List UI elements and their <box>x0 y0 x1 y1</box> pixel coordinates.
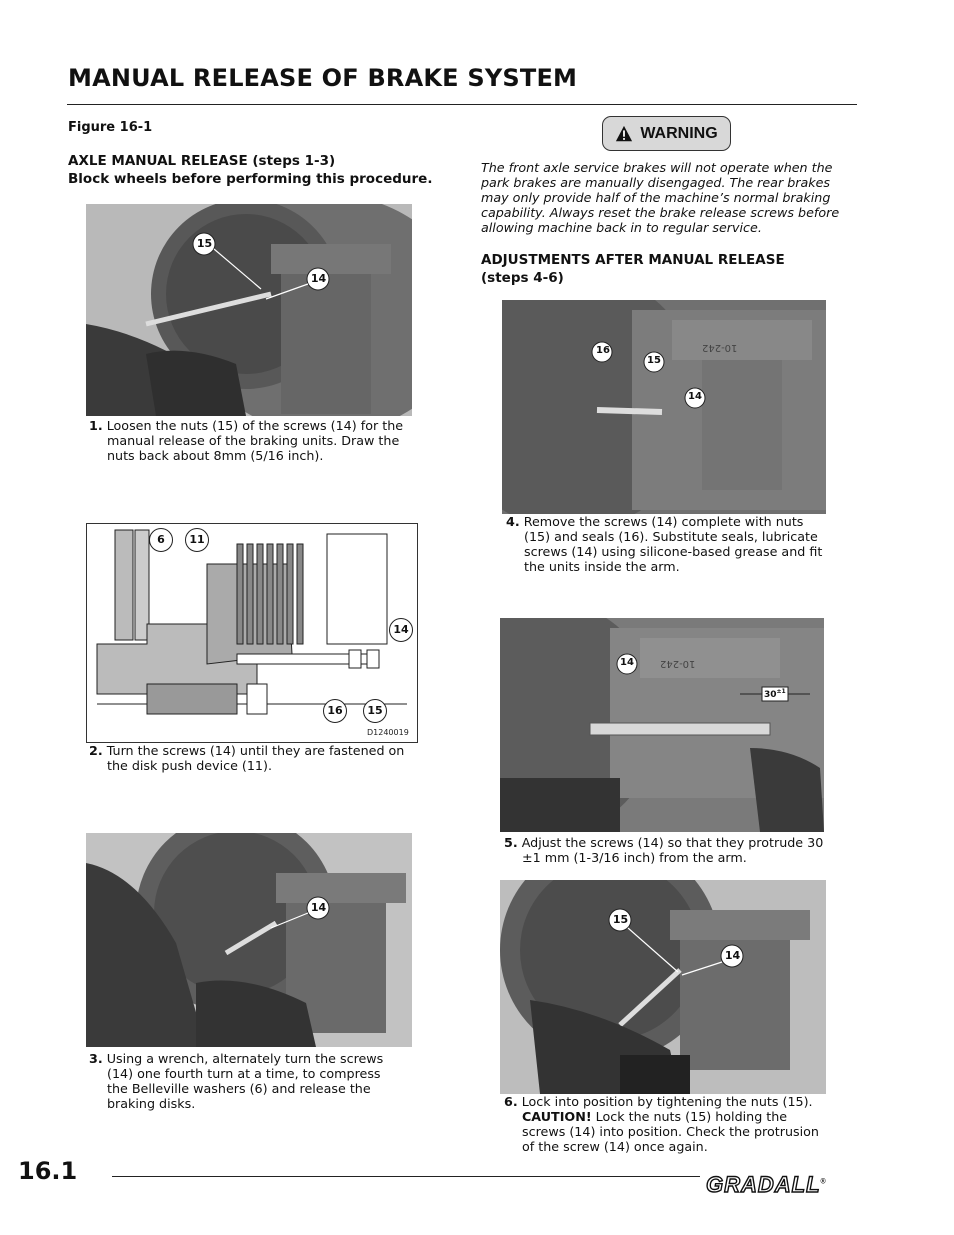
step2-diagram <box>86 523 418 743</box>
warning-badge <box>602 116 731 151</box>
callout-11: 11 <box>185 528 209 552</box>
callout-6: 6 <box>149 528 173 552</box>
step2-number: 2. <box>89 743 103 758</box>
dimension-label <box>764 688 786 700</box>
callout-15: 15 <box>647 355 661 366</box>
warning-triangle-icon <box>615 125 633 143</box>
step6-text-before: Lock into position by tightening the nuts (15). <box>521 1094 813 1109</box>
dimension-value: 30 <box>764 690 777 700</box>
left-heading-line1: AXLE MANUAL RELEASE (steps 1-3) <box>68 153 336 169</box>
figure-label: Figure 16-1 <box>68 120 153 135</box>
dimension-tolerance: ±1 <box>776 688 786 695</box>
step4-text: Remove the screws (14) complete with nuts (15) and seals (16). Substitute seals, lubricate screws (14) using silicone-based grease and fit the units inside the arm. <box>523 514 823 574</box>
callout-14: 14 <box>688 391 702 402</box>
gradall-logo <box>706 1172 827 1198</box>
callout-14: 14 <box>620 657 634 668</box>
brand-mark: ® <box>820 1178 827 1186</box>
diagram-code: D1240019 <box>367 728 409 737</box>
step4-photo <box>502 300 826 514</box>
page-number: 16.1 <box>18 1157 78 1185</box>
left-section-heading <box>68 152 432 188</box>
step1-caption <box>89 418 409 463</box>
callout-15: 15 <box>612 913 629 926</box>
right-heading-line2: (steps 4-6) <box>481 270 564 286</box>
step5-caption <box>504 835 824 865</box>
callout-14: 14 <box>310 901 327 914</box>
callout-14: 14 <box>724 949 741 962</box>
casting-stamp: 10-242 <box>660 658 696 669</box>
footer-divider <box>112 1176 700 1177</box>
warning-text: The front axle service brakes will not operate when the park brakes are manually disengaged. The rear brakes may only provide half of the machine’s normal braking capability. Always reset the brake release screws before allowing machine back in to regular service. <box>481 160 840 235</box>
step3-text: Using a wrench, alternately turn the screws (14) one fourth turn at a time, to compress the Belleville washers (6) and release the braking disks. <box>106 1051 384 1111</box>
step5-text: Adjust the screws (14) so that they protrude 30 ±1 mm (1-3/16 inch) from the arm. <box>521 835 824 865</box>
warning-label: WARNING <box>640 124 718 142</box>
step3-photo <box>86 833 412 1047</box>
left-heading-line2: Block wheels before performing this procedure. <box>68 171 433 187</box>
casting-stamp: 10-242 <box>702 342 738 353</box>
step5-photo <box>500 618 824 832</box>
right-heading-line1: ADJUSTMENTS AFTER MANUAL RELEASE <box>481 252 785 268</box>
page-title: MANUAL RELEASE OF BRAKE SYSTEM <box>68 64 578 92</box>
step5-number: 5. <box>504 835 518 850</box>
step6-caution: CAUTION! <box>522 1109 592 1124</box>
step3-caption <box>89 1051 389 1111</box>
step6-caption <box>504 1094 826 1154</box>
step1-photo <box>86 204 412 416</box>
callout-14: 14 <box>389 618 413 642</box>
step3-number: 3. <box>89 1051 103 1066</box>
right-section-heading <box>481 251 785 287</box>
step1-number: 1. <box>89 418 103 433</box>
callout-16: 16 <box>323 699 347 723</box>
callout-16: 16 <box>596 345 610 356</box>
brand-name: GRADALL <box>706 1172 821 1197</box>
step6-photo <box>500 880 826 1094</box>
step6-text-after: Lock the nuts (15) holding the screws (14) into position. Check the protrusion of the screw (14) once again. <box>522 1109 819 1154</box>
step6-number: 6. <box>504 1094 518 1109</box>
title-divider <box>67 104 857 105</box>
callout-15: 15 <box>196 237 213 250</box>
step4-caption <box>506 514 826 574</box>
step4-number: 4. <box>506 514 520 529</box>
callout-15: 15 <box>363 699 387 723</box>
step2-text: Turn the screws (14) until they are fastened on the disk push device (11). <box>106 743 405 773</box>
step1-text: Loosen the nuts (15) of the screws (14) for the manual release of the braking units. Draw the nuts back about 8mm (5/16 inch). <box>106 418 404 463</box>
callout-14: 14 <box>310 272 327 285</box>
step2-caption <box>89 743 409 773</box>
